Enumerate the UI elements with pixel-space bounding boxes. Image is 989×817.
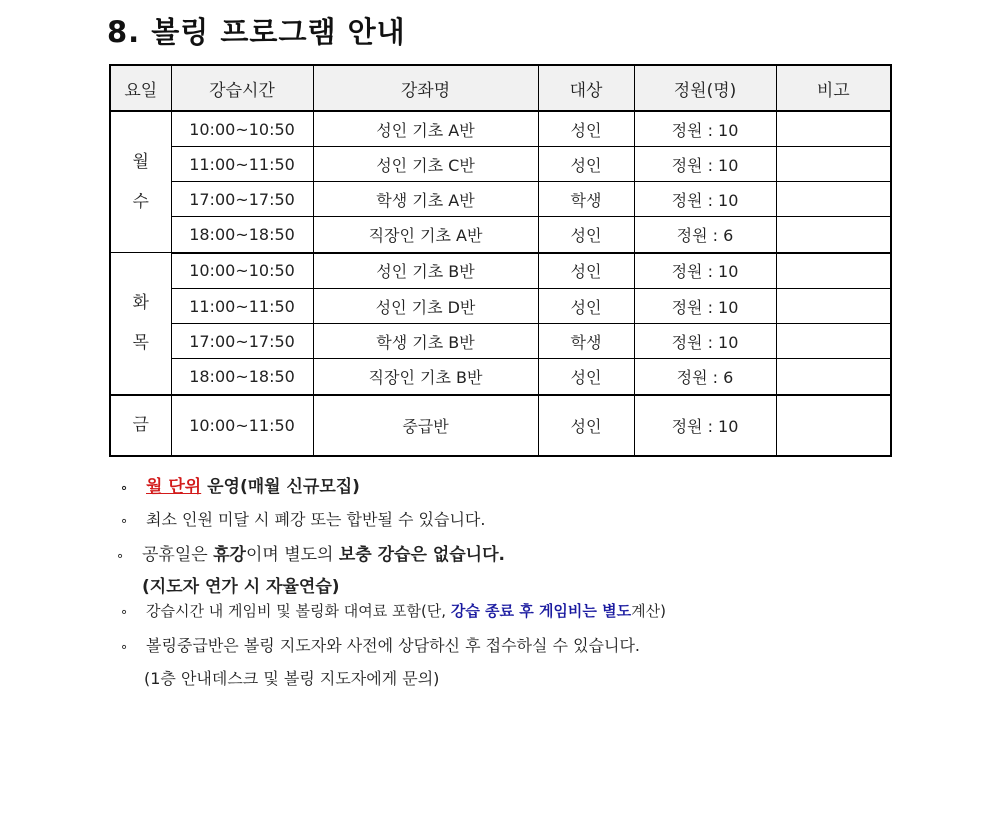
capacity-cell: 정원 : 10	[634, 289, 776, 324]
table-row	[110, 324, 891, 359]
course-cell: 성인 기초 C반	[313, 147, 538, 182]
table-row	[110, 111, 891, 147]
time-cell: 10:00~11:50	[171, 395, 313, 456]
day-label: 수	[132, 192, 149, 213]
note-bold: 휴강	[213, 545, 246, 565]
note-text: 계산)	[631, 602, 666, 620]
day-label: 월	[132, 152, 149, 173]
time-cell: 11:00~11:50	[171, 289, 313, 324]
target-cell: 학생	[538, 182, 634, 217]
bullet-icon: ∘	[120, 481, 129, 496]
day-label: 금	[132, 415, 149, 436]
time-cell: 18:00~18:50	[171, 217, 313, 253]
header-day: 요일	[110, 65, 171, 111]
bullet-icon: ∘	[120, 640, 129, 655]
time-cell: 17:00~17:50	[171, 324, 313, 359]
note-cell	[776, 111, 891, 147]
note-text: 이며 별도의	[245, 545, 339, 565]
capacity-cell: 정원 : 10	[634, 147, 776, 182]
day-label: 목	[132, 333, 149, 354]
target-cell: 성인	[538, 359, 634, 395]
time-cell: 18:00~18:50	[171, 359, 313, 395]
time-cell: 11:00~11:50	[171, 147, 313, 182]
header-capacity: 정원(명)	[634, 65, 776, 111]
capacity-cell: 정원 : 10	[634, 253, 776, 289]
note-highlight-blue: 강습 종료 후 게임비는 별도	[450, 602, 632, 620]
note-cell	[776, 395, 891, 456]
note-highlight-red: 월 단위	[146, 477, 202, 497]
note-cell	[776, 217, 891, 253]
time-cell: 17:00~17:50	[171, 182, 313, 217]
table-row	[110, 289, 891, 324]
header-course: 강좌명	[313, 65, 538, 111]
note-text: 공휴일은	[142, 545, 214, 565]
table-row	[110, 182, 891, 217]
course-cell: 성인 기초 A반	[313, 111, 538, 147]
capacity-cell: 정원 : 10	[634, 395, 776, 456]
note-item	[120, 472, 360, 497]
target-cell: 성인	[538, 253, 634, 289]
bullet-icon: ∘	[120, 514, 129, 529]
capacity-cell: 정원 : 10	[634, 182, 776, 217]
note-cell	[776, 253, 891, 289]
target-cell: 성인	[538, 111, 634, 147]
course-cell: 성인 기초 D반	[313, 289, 538, 324]
header-target: 대상	[538, 65, 634, 111]
course-cell: 학생 기초 A반	[313, 182, 538, 217]
table-row	[110, 217, 891, 253]
note-subline: (1층 안내데스크 및 볼링 지도자에게 문의)	[144, 669, 440, 688]
note-text: 최소 인원 미달 시 폐강 또는 합반될 수 있습니다.	[146, 510, 486, 529]
note-text: 운영(매월 신규모집)	[201, 477, 360, 497]
note-bold: 보충 강습은 없습니다.	[338, 545, 505, 565]
note-cell	[776, 324, 891, 359]
day-cell	[110, 111, 171, 253]
bullet-icon: ∘	[116, 549, 125, 564]
table-header-row	[110, 65, 891, 111]
day-cell	[110, 395, 171, 456]
capacity-cell: 정원 : 10	[634, 111, 776, 147]
note-cell	[776, 147, 891, 182]
note-text: 볼링중급반은 볼링 지도자와 사전에 상담하신 후 접수하실 수 있습니다.	[146, 636, 640, 655]
table-row	[110, 147, 891, 182]
table-row	[110, 359, 891, 395]
capacity-cell: 정원 : 10	[634, 324, 776, 359]
table-row	[110, 253, 891, 289]
course-cell: 직장인 기초 B반	[313, 359, 538, 395]
bullet-icon: ∘	[120, 605, 129, 620]
target-cell: 학생	[538, 324, 634, 359]
course-cell: 학생 기초 B반	[313, 324, 538, 359]
target-cell: 성인	[538, 289, 634, 324]
note-cell	[776, 182, 891, 217]
day-label: 화	[132, 293, 149, 314]
capacity-cell: 정원 : 6	[634, 217, 776, 253]
course-cell: 중급반	[313, 395, 538, 456]
page-title: 8. 볼링 프로그램 안내	[107, 15, 406, 49]
capacity-cell: 정원 : 6	[634, 359, 776, 395]
time-cell: 10:00~10:50	[171, 253, 313, 289]
note-item	[120, 600, 666, 621]
note-cell	[776, 359, 891, 395]
header-note: 비고	[776, 65, 891, 111]
table-row	[110, 395, 891, 456]
note-subline: (지도자 연가 시 자율연습)	[142, 577, 340, 597]
time-cell: 10:00~10:50	[171, 111, 313, 147]
course-cell: 성인 기초 B반	[313, 253, 538, 289]
schedule-table	[109, 64, 892, 457]
note-text: 강습시간 내 게임비 및 볼링화 대여료 포함(단,	[146, 602, 451, 620]
target-cell: 성인	[538, 147, 634, 182]
note-item	[120, 633, 640, 656]
target-cell: 성인	[538, 395, 634, 456]
day-cell	[110, 253, 171, 395]
note-item	[116, 540, 505, 565]
course-cell: 직장인 기초 A반	[313, 217, 538, 253]
header-time: 강습시간	[171, 65, 313, 111]
note-item	[120, 507, 485, 530]
target-cell: 성인	[538, 217, 634, 253]
note-cell	[776, 289, 891, 324]
